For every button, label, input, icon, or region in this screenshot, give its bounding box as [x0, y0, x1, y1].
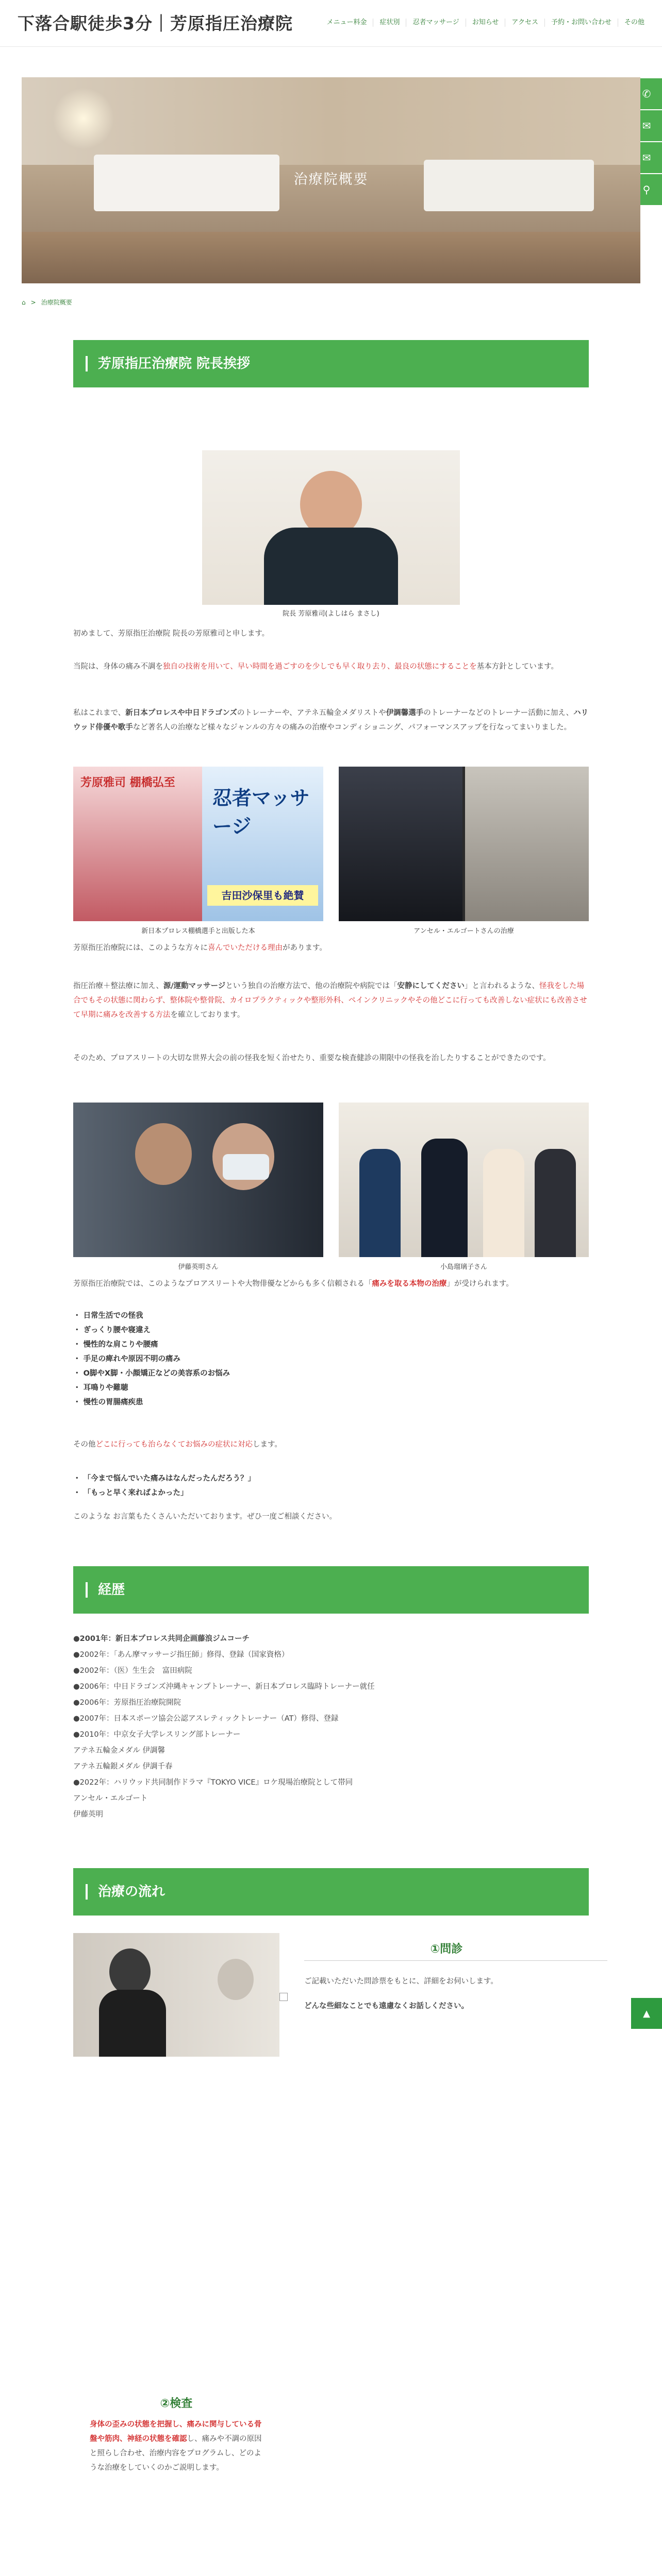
global-nav	[320, 19, 651, 27]
list-item: ・ 慢性的な肩こりや腰痛	[73, 1337, 537, 1352]
step-1-text: ご記載いただいた問診票をもとに、詳細をお伺いします。	[304, 1977, 498, 1986]
p5-d: を確立しております。	[170, 1011, 245, 1019]
career-item: ●2002年：「あん摩マッサージ指圧師」修得、登録（国家資格）	[73, 1651, 289, 1659]
nav-menu-price[interactable]: メニュー料金	[326, 19, 367, 26]
greeting-p6: そのため、プロアスリートの大切な世界大会の前の怪我を短く治せたり、重要な検査健診の期限中の怪我を治したりすることができたのです。	[73, 1054, 551, 1062]
step-2-title: ②検査	[160, 2397, 193, 2410]
p5-c: 」と言われるような、	[465, 982, 540, 990]
hero-banner	[22, 77, 640, 283]
flow-heading	[73, 1868, 589, 1916]
mail-icon[interactable]: ✉	[631, 142, 662, 173]
step-1-title: ①問診	[430, 1943, 463, 1956]
book-cover-right	[202, 767, 323, 921]
breadcrumb-current: 治療院概要	[41, 299, 72, 306]
portrait-caption: 院長 芳原雅司(よしはら まさし)	[283, 610, 379, 618]
career-item: ●2002年：（医）生生会 富田病院	[73, 1667, 192, 1675]
p8-a: その他	[73, 1440, 96, 1449]
breadcrumb	[22, 298, 72, 307]
person-head	[109, 1948, 151, 1995]
book-photo-caption: 新日本プロレス棚橋選手と出版した本	[141, 927, 255, 935]
nav-other[interactable]: その他	[618, 19, 651, 27]
p8-red: どこに行っても治らなくてお悩みの症状に対応	[95, 1440, 253, 1449]
chevron-up-icon[interactable]: ▲	[631, 1998, 662, 2029]
p2-text-end: 基本方針としています。	[476, 663, 559, 671]
p3-bold: 伊調馨選手	[386, 709, 424, 717]
book-cover-left	[73, 767, 202, 921]
hero-wall	[22, 77, 640, 165]
greeting-p1: 初めまして、芳原指圧治療院 院長の芳原雅司と申します。	[73, 630, 270, 638]
person-face	[135, 1123, 192, 1185]
book-name-text: 芳原雅司 棚橋弘至	[80, 776, 175, 789]
kojima-photo-caption: 小島瑠璃子さん	[440, 1263, 487, 1271]
nav-symptoms[interactable]: 症状別	[373, 19, 406, 27]
movie-poster	[339, 767, 462, 921]
person-figure	[483, 1149, 524, 1257]
flow-heading-text: 治療の流れ	[86, 1884, 165, 1900]
conditions-list	[73, 1309, 537, 1410]
step-1-text-bold: どんな些細なことでも遠慮なくお話しください。	[304, 2002, 469, 2010]
p4-b: があります。	[283, 944, 327, 952]
divider	[304, 1960, 607, 1961]
step-2-red: 身体の歪みの状態を把握し、痛みに関与している骨盤や筋肉、神経の状態を確認	[90, 2420, 262, 2443]
nav-access[interactable]: アクセス	[505, 19, 544, 27]
list-item: ・ 日常生活での怪我	[73, 1309, 537, 1323]
ito-photo-caption: 伊藤英明さん	[178, 1263, 219, 1271]
p5-bold: 源/運動マッサージ	[163, 982, 226, 990]
greeting-p8	[73, 1437, 589, 1452]
p2-red: 独自の技術を用いて、早い時間を過ごすのを少しでも早く取り去り、最良の状態にすることを	[163, 663, 477, 671]
career-item: アテネ五輪金メダル 伊調馨	[73, 1747, 166, 1755]
director-portrait	[202, 450, 460, 605]
step-2-body: し、痛みや不調の原因と照らし合わせ、治療内容をプログラムし、どのような治療をしていくのかご説明します。	[90, 2435, 262, 2472]
book-title-text: 忍者マッサージ	[212, 787, 310, 838]
career-item: アテネ五輪銀メダル 伊調千春	[73, 1762, 173, 1771]
person-figure	[359, 1149, 401, 1257]
p7-a: 芳原指圧治療院では、このようなプロアスリートや大物俳優などからも多く信頼される「	[73, 1280, 372, 1288]
p3-c: のトレーナーなどのトレーナー活動に加え、	[423, 709, 574, 717]
greeting-heading-text: 芳原指圧治療院 院長挨拶	[86, 356, 250, 371]
site-title[interactable]: 下落合駅徒歩3分｜芳原指圧治療院	[18, 13, 293, 33]
greeting-p5	[73, 979, 589, 1022]
line-icon[interactable]: ✉	[631, 110, 662, 141]
nav-contact[interactable]: 予約・お問い合わせ	[544, 19, 618, 27]
list-item: ・ O脚やX脚・小顔矯正などの美容系のお悩み	[73, 1366, 537, 1381]
p3-a: 私はこれまで、	[73, 709, 126, 717]
p3-d: など著名人の治療など様々なジャンルの方々の痛みの治療やコンディショニング、パフォーマンスアップを行なってまいりました。	[133, 723, 572, 732]
p5-bold: 安静にしてください	[397, 982, 465, 990]
p3-bold: 新日本プロレスや中日ドラゴンズ	[125, 709, 237, 717]
list-item: ・ 耳鳴りや難聴	[73, 1381, 537, 1395]
career-item: ●2022年：ハリウッド共同制作ドラマ『TOKYO VICE』ロケ現場治療院として帯同	[73, 1778, 353, 1787]
p5-red: 怪我をした場合でもその状態に関わらず、整体院や整骨院、カイロプラクティックや整形外科、ペインクリニックやその他どこに行っても改善しない症状にも改善させて早期に痛みを改善する方法	[73, 982, 587, 1019]
p7-red: 痛みを取る本物の治療	[372, 1280, 447, 1288]
hero-lamp	[53, 88, 114, 149]
list-item: ・ 手足の痺れや原因不明の痛み	[73, 1352, 537, 1366]
ansel-photo-caption: アンセル・エルゴートさんの治療	[413, 927, 514, 935]
broken-image-icon	[279, 1993, 288, 2001]
treatment-scene	[465, 767, 589, 921]
portrait-body	[264, 528, 398, 605]
person-body	[99, 1990, 166, 2057]
person-figure	[421, 1139, 468, 1257]
map-icon[interactable]: ⚲	[631, 174, 662, 205]
list-item: ・ 「今まで悩んでいた痛みはなんだったんだろう？」	[73, 1471, 537, 1486]
list-item: ・ ぎっくり腰や寝違え	[73, 1323, 537, 1337]
ansel-photo	[339, 767, 589, 921]
breadcrumb-separator: >	[30, 298, 36, 306]
book-quote-text: 吉田沙保里も絶賛	[207, 885, 318, 906]
p4-a: 芳原指圧治療院には、このような方々に	[73, 944, 208, 952]
nav-ninja-massage[interactable]: 忍者マッサージ	[406, 19, 465, 27]
p3-b: のトレーナーや、アテネ五輪金メダリストや	[237, 709, 386, 717]
list-item: ・ 「もっと早く来ればよかった」	[73, 1486, 537, 1500]
list-item: ・ 慢性の胃腸痛疾患	[73, 1395, 537, 1410]
quotes-list	[73, 1471, 537, 1500]
greeting-heading	[73, 340, 589, 387]
career-item: ●2006年：中日ドラゴンズ沖縄キャンプトレーナー、新日本プロレス臨時トレーナー就任	[73, 1683, 375, 1691]
p4-red: 喜んでいただける理由	[208, 944, 283, 952]
hero-floor	[22, 232, 640, 283]
page-title: 治療院概要	[293, 172, 369, 188]
career-heading-text: 経歴	[86, 1582, 125, 1598]
home-icon[interactable]: ⌂	[22, 298, 26, 306]
greeting-p9: このような お言葉もたくさんいただいております。ぜひ一度ご相談ください。	[73, 1513, 337, 1521]
career-item: ●2006年：芳原指圧治療院開院	[73, 1699, 181, 1707]
person-figure	[535, 1149, 576, 1257]
p3-bold: ハリウッド俳優や歌手	[73, 709, 589, 732]
phone-icon[interactable]: ✆	[631, 78, 662, 109]
greeting-p3	[73, 706, 589, 735]
p5-a: 指圧治療＋整法療に加え、	[73, 982, 163, 990]
greeting-p4	[73, 941, 589, 955]
career-item: ●2001年：新日本プロレス共同企画藤浪ジムコーチ	[73, 1635, 250, 1643]
greeting-p7	[73, 1277, 589, 1291]
p7-b: 」が受けられます。	[446, 1280, 514, 1288]
face-mask	[223, 1154, 269, 1180]
p8-b: します。	[253, 1440, 282, 1449]
ito-photo	[73, 1103, 323, 1257]
book-photo	[73, 767, 323, 921]
career-item: ●2007年：日本スポーツ協会公認アスレティックトレーナー（AT）修得、登録	[73, 1715, 339, 1723]
career-list	[73, 1631, 589, 1823]
step-2-text	[90, 2417, 265, 2475]
nav-news[interactable]: お知らせ	[466, 19, 505, 27]
consultation-photo	[73, 1933, 279, 2057]
career-item: アンセル・エルゴート	[73, 1794, 148, 1803]
kojima-photo	[339, 1103, 589, 1257]
career-item: 伊藤英明	[73, 1810, 103, 1819]
career-heading	[73, 1566, 589, 1614]
greeting-p2	[73, 659, 589, 674]
p5-b: という独自の治療方法で、他の治療院や病院では「	[225, 982, 398, 990]
site-header	[0, 0, 662, 47]
career-item: ●2010年：中京女子大学レスリング部トレーナー	[73, 1731, 241, 1739]
p2-text: 当院は、身体の痛み不調を	[73, 663, 163, 671]
person-head	[218, 1959, 254, 2000]
